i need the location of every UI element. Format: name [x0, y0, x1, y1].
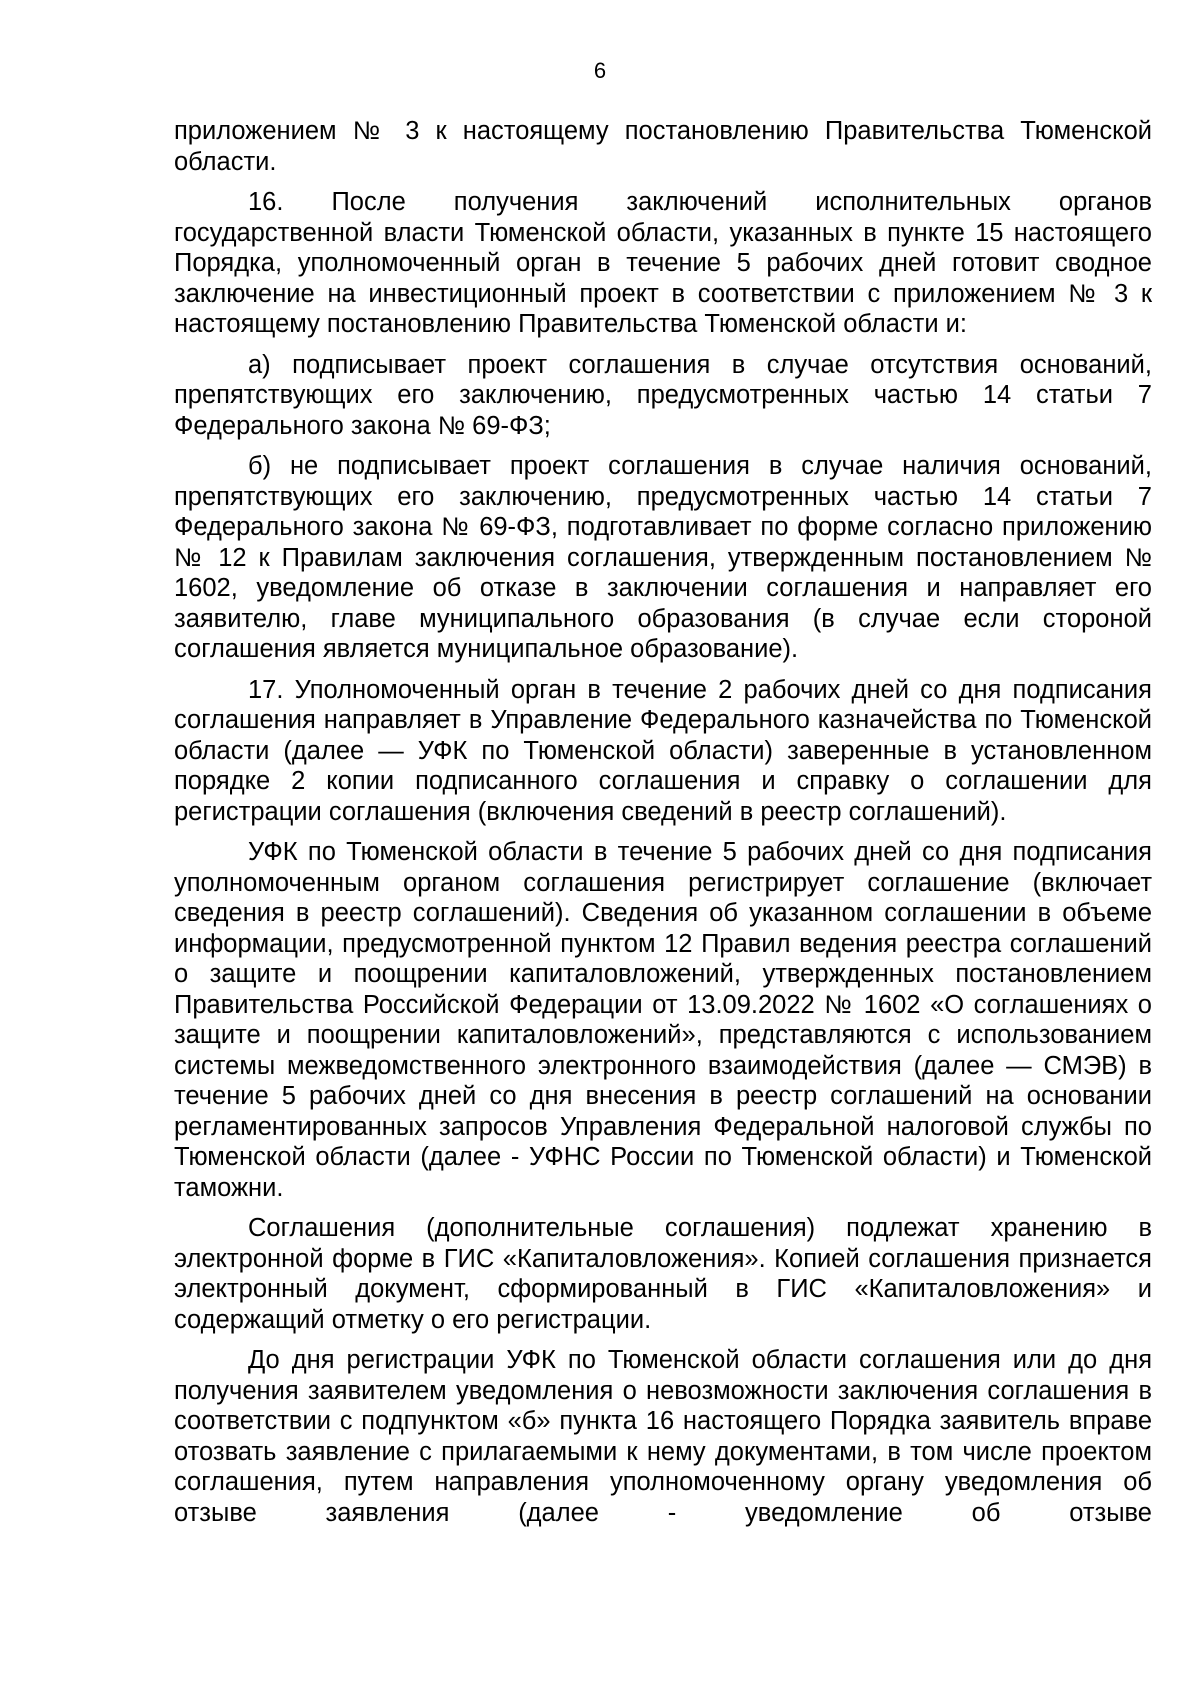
paragraph-continuation: приложением № 3 к настоящему постановлению Правительства Тюменской области.: [174, 117, 1152, 176]
paragraph-withdrawal: До дня регистрации УФК по Тюменской области соглашения или до дня получения заявителем уведомления о невозможности заключения соглашения в соответствии с подпунктом «б» пункта 16 настоящего Порядка заявитель вправе отозвать заявление с прилагаемыми к нему документами, в том числе проектом соглашения, путем направления уполномоченному органу уведомления об отзыве заявления (далее - уведомление об отзыве: [174, 1346, 1152, 1527]
paragraph-ufk-registration: УФК по Тюменской области в течение 5 рабочих дней со дня подписания уполномоченным органом соглашения регистрирует соглашение (включает сведения в реестр соглашений). Сведения об указанном соглашении в объеме информации, предусмотренной пунктом 12 Правил ведения реестра соглашений о защите и поощрении капиталовложений, утвержденных постановлением Правительства Российской Федерации от 13.09.2022 № 1602 «О соглашениях о защите и поощрении капиталовложений», представляются с использованием системы межведомственного электронного взаимодействия (далее — СМЭВ) в течение 5 рабочих дней со дня внесения в реестр соглашений на основании регламентированных запросов Управления Федеральной налоговой службы по Тюменской области (далее - УФНС России по Тюменской области) и Тюменской таможни.: [174, 838, 1152, 1202]
paragraph-storage: Соглашения (дополнительные соглашения) подлежат хранению в электронной форме в ГИС «Капиталовложения». Копией соглашения признается электронный документ, сформированный в ГИС «Капиталовложения» и содержащий отметку о его регистрации.: [174, 1214, 1152, 1334]
document-body: [174, 116, 1152, 1538]
paragraph-item-17: 17. Уполномоченный орган в течение 2 рабочих дней со дня подписания соглашения направляет в Управление Федерального казначейства по Тюменской области (далее — УФК по Тюменской области) заверенные в установленном порядке 2 копии подписанного соглашения и справку о соглашении для регистрации соглашения (включения сведений в реестр соглашений).: [174, 675, 1152, 826]
paragraph-subitem-b: б) не подписывает проект соглашения в случае наличия оснований, препятствующих его заключению, предусмотренных частью 14 статьи 7 Федерального закона № 69-ФЗ, подготавливает по форме согласно приложению № 12 к Правилам заключения соглашения, утвержденным постановлением № 1602, уведомление об отказе в заключении соглашения и направляет его заявителю, главе муниципального образования (в случае если стороной соглашения является муниципальное образование).: [174, 452, 1152, 663]
page-number: 6: [593, 58, 607, 83]
paragraph-item-16: 16. После получения заключений исполнительных органов государственной власти Тюменской области, указанных в пункте 15 настоящего Порядка, уполномоченный орган в течение 5 рабочих дней готовит сводное заключение на инвестиционный проект в соответствии с приложением № 3 к настоящему постановлению Правительства Тюменской области и:: [174, 188, 1152, 338]
paragraph-subitem-a: а) подписывает проект соглашения в случае отсутствия оснований, препятствующих его заключению, предусмотренных частью 14 статьи 7 Федерального закона № 69-ФЗ;: [174, 350, 1152, 440]
